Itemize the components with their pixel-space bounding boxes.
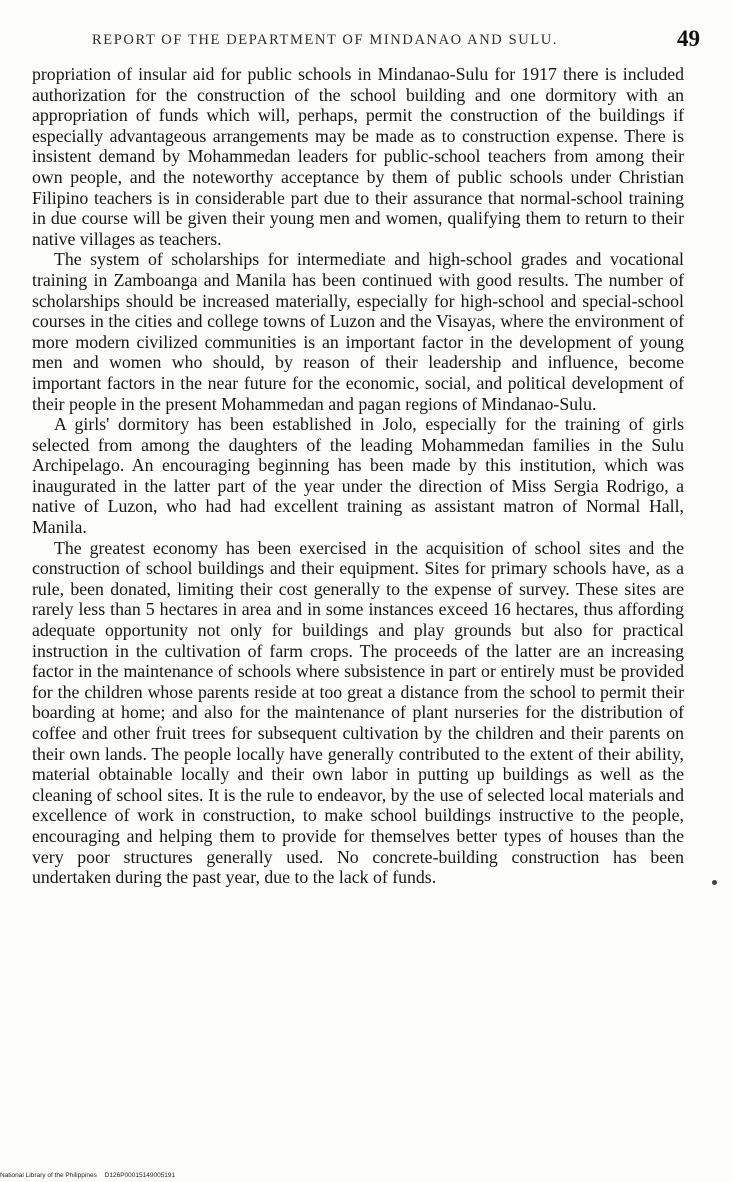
page-number: 49 [677,26,700,51]
margin-dot-mark [712,880,717,885]
paragraph-2: The system of scholarships for intermediate and high-school grades and vocational training in Zamboanga and Manila has been continued with good results. The number of scholarships should be increased materially, especially for high-school and special-school courses in the cities and college towns of Luzon and the Visayas, where the environment of more modern civilized communities is an important factor in the development of young men and women who should, by reason of their leadership and influence, become important factors in the near future for the economic, social, and political development of their people in the present Mohammedan and pagan regions of Mindanao-Sulu. [32,249,684,414]
scan-footer [0,1170,260,1182]
page-header [84,26,704,54]
footer-code: D126P00015149005191 [104,1172,176,1179]
paragraph-1: propriation of insular aid for public schools in Mindanao-Sulu for 1917 there is included authorization for the construction of the school building and one dormitory with an appropriation of funds which will, perhaps, permit the construction of the buildings if especially advantageous arrangements may be made as to construction expense. There is insistent demand by Mohammedan leaders for public-school teachers from among their own people, and the noteworthy acceptance by them of public schools under Christian Filipino teachers is in considerable part due to their assurance that normal-school training in due course will be given their young men and women, qualifying them to return to their native villages as teachers. [32,64,684,249]
footer-library: National Library of the Philippines [0,1172,97,1179]
paragraph-3: A girls' dormitory has been established in Jolo, especially for the training of girls selected from among the daughters of the leading Mohammedan families in the Sulu Archipelago. An encouraging beginning has been made by this institution, which was inaugurated in the latter part of the year under the direction of Miss Sergia Rodrigo, a native of Luzon, who had had excellent training as assistant matron of Normal Hall, Manila. [32,414,684,538]
running-head: REPORT OF THE DEPARTMENT OF MINDANAO AND SULU. [92,32,559,48]
body-text [32,64,684,888]
paragraph-4: The greatest economy has been exercised in the acquisition of school sites and the construction of school buildings and their equipment. Sites for primary schools have, as a rule, been donated, limiting their cost generally to the expense of survey. These sites are rarely less than 5 hectares in area and in some instances exceed 16 hectares, thus affording adequate opportunity not only for buildings and play grounds but also for practical instruction in the cultivation of farm crops. The proceeds of the latter are an increasing factor in the maintenance of schools where subsistence in part or entirely must be provided for the children whose parents reside at too great a distance from the school to permit their boarding at home; and also for the maintenance of plant nurseries for the distribution of coffee and other fruit trees for subsequent cultivation by the children and their parents on their own lands. The people locally have generally contributed to the extent of their ability, material obtainable locally and their own labor in putting up buildings as well as the cleaning of school sites. It is the rule to endeavor, by the use of selected local materials and excellence of work in construction, to make school buildings instructive to the people, encouraging and helping them to provide for themselves better types of houses than the very poor structures generally used. No concrete-building construction has been undertaken during the past year, due to the lack of funds. [32,537,684,888]
